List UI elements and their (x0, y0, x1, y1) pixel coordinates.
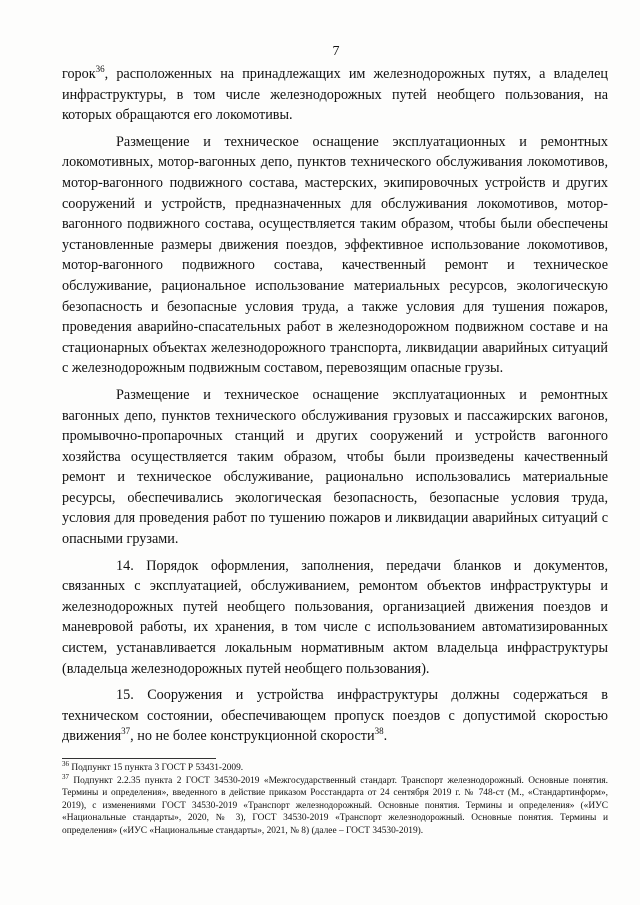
paragraph-15 (62, 685, 608, 747)
footnote-text: Подпункт 2.2.35 пункта 2 ГОСТ 34530-2019 «Межгосударственный стандарт. Транспорт железнодорожный. Основные понятия. Термины и определения», введенного в действие приказом Росстандарта от 24 сентября 2019 г. № 748-ст (М., «Стандартинформ», 2019), с изменениями ГОСТ 34530-2019 «Транспорт железнодорожный. Основные понятия. Термины и определения» («ИУС «Национальные стандарты», 2020, № 3), ГОСТ 34530-2019 «Транспорт железнодорожный. Основные понятия. Термины и определения» («ИУС «Национальные стандарты», 2021, № 8) (далее – ГОСТ 34530-2019). (62, 775, 608, 836)
paragraph-text: горок (62, 66, 96, 82)
paragraph (62, 64, 608, 126)
paragraph-text: . (383, 728, 388, 745)
paragraph-14 (62, 556, 608, 680)
footnote-ref-37[interactable]: 37 (121, 726, 131, 737)
paragraph-text: 15. Сооружения и устройства инфраструктуры должны содержаться в техническом состоянии, обеспечивающем пропуск поездов с допустимой скоростью движения (62, 687, 608, 745)
paragraph (62, 385, 608, 550)
paragraph-text: Размещение и техническое оснащение эксплуатационных и ремонтных локомотивных, мотор-вагонных депо, пунктов технического обслуживания локомотивов, мотор-вагонного подвижного состава, мастерских, экипировочных устройств и других сооружений и устройств, предназначенных для обслуживания локомотивов, мотор-вагонного подвижного состава, осуществляется таким образом, чтобы были обеспечены установленные размеры движения поездов, эффективное использование локомотивов, мотор-вагонного подвижного состава, качественный ремонт и техническое обслуживание, рациональное использование материальных ресурсов, экологическую безопасность и безопасные условия труда, а также условия для тушения пожаров, проведения аварийно-спасательных работ в железнодорожном подвижном составе и на стационарных объектах железнодорожного транспорта, ликвидации аварийных ситуаций с железнодорожным подвижным составом, перевозящим опасные грузы. (62, 133, 608, 377)
paragraph-text: , но не более конструкционной скорости (130, 728, 375, 745)
footnote-37 (62, 772, 608, 838)
footnote-ref-36[interactable]: 36 (95, 64, 105, 74)
footnote-number: 37 (62, 772, 69, 781)
footnote-ref-38[interactable]: 38 (374, 726, 384, 737)
footnotes (62, 762, 608, 838)
document-body (62, 64, 608, 753)
paragraph (62, 132, 608, 379)
paragraph-text: 14. Порядок оформления, заполнения, передачи бланков и документов, связанных с эксплуатацией, обслуживанием, ремонтом объектов инфраструктуры и железнодорожных путей необщего пользования, организацией движения поездов и маневровой работы, их хранения, в том числе с использованием автоматизированных систем, устанавливается локальным нормативным актом владельца инфраструктуры (владельца железнодорожных путей необщего пользования). (62, 557, 608, 677)
page-number: 7 (332, 44, 340, 59)
footnote-separator (62, 758, 216, 759)
paragraph-text: , расположенных на принадлежащих им железнодорожных путях, а владелец инфраструктуры, в том числе железнодорожных путей необщего пользования, на которых обращаются его локомотивы. (62, 66, 608, 124)
paragraph-text: Размещение и техническое оснащение эксплуатационных и ремонтных вагонных депо, пунктов технического обслуживания грузовых и пассажирских вагонов, промывочно-пропарочных станций и других сооружений и устройств вагонного хозяйства осуществляется таким образом, чтобы были произведены качественный ремонт и техническое обслуживание, рационально использовались материальные ресурсы, обеспечивались экологическая безопасность, безопасные условия труда, условия для проведения работ по тушению пожаров и ликвидации аварийных ситуаций с опасными грузами. (62, 386, 608, 548)
footnote-text: Подпункт 15 пункта 3 ГОСТ Р 53431-2009. (69, 763, 244, 773)
footnote-number: 36 (62, 760, 69, 768)
footnote-36 (62, 762, 608, 775)
